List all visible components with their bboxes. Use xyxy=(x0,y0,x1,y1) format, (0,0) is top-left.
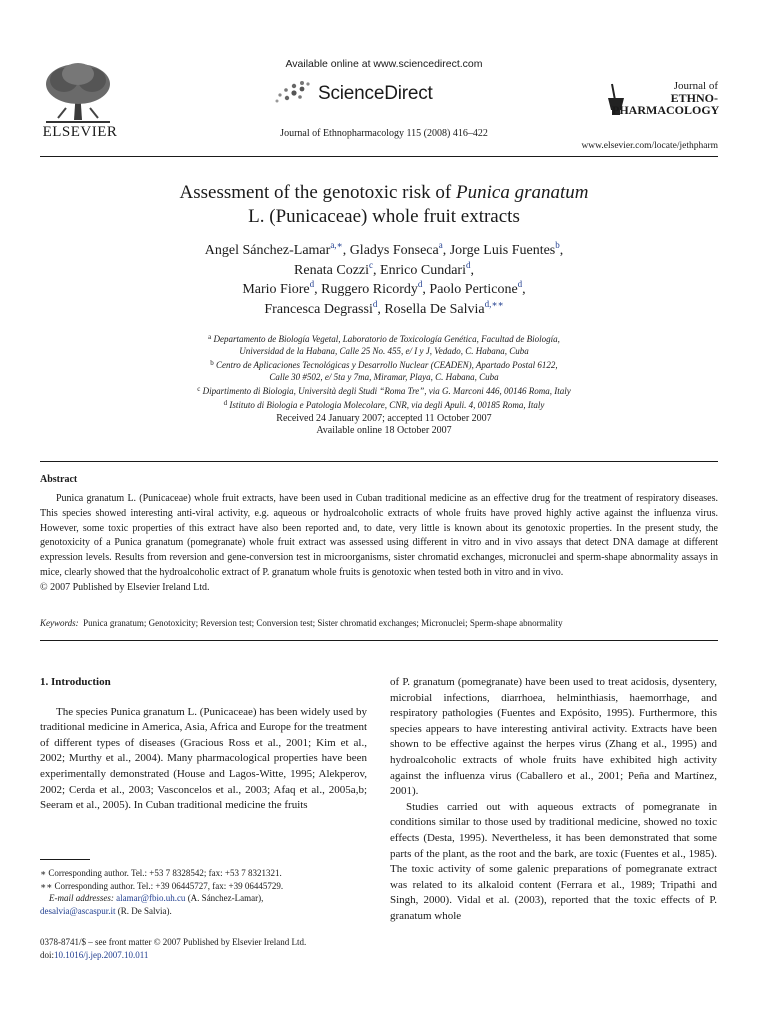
author-affil-mark[interactable]: d,∗∗ xyxy=(484,298,504,309)
author-name: Ruggero Ricordy xyxy=(321,282,418,297)
author-name: Renata Cozzi xyxy=(294,262,370,278)
doi-link[interactable]: 10.1016/j.jep.2007.10.011 xyxy=(54,950,149,960)
keywords xyxy=(40,618,718,628)
footnote-rule xyxy=(40,859,90,860)
title-line1-text: Assessment of the genotoxic risk of xyxy=(179,182,457,203)
keywords-list: Punica granatum; Genotoxicity; Reversion test; Conversion test; Sister chromatid exchanges; Micronuclei; Sperm-shape abnormality xyxy=(83,618,563,628)
journal-logo-title xyxy=(612,80,718,116)
article-dates xyxy=(0,413,768,437)
footnote-2: ∗∗ Corresponding author. Tel.: +39 06445727, fax: +39 06445729. xyxy=(40,880,284,891)
affiliation-a-line2: Universidad de la Habana, Calle 25 No. 455, e/ I y J, Vedado, C. Habana, Cuba xyxy=(239,346,529,356)
email-link-2[interactable]: desalvia@ascaspur.it xyxy=(40,905,116,916)
author-affil-mark[interactable]: d xyxy=(465,259,471,270)
abstract-paragraph: Punica granatum L. (Punicaceae) whole fruit extracts, have been used in Cuban traditional medicine as an effective drug for the treatment of respiratory diseases. This species showed interesting anti-viral activity, e.g. aqueous or hydroalcoholic extracts of whole fruits have proved highly active against the influenza virus. However, some toxic properties of this extract have also been reported and, to date, very little is known about its genotoxic properties. In the present study, the genotoxicity of a Punica granatum (pomegranate) whole fruit extract was assessed using different in vitro and in vivo assays that detect DNA damage at different expression levels. Results from reversion and gene-conversion test in microorganisms, sister chromatid exchanges, micronuclei and sperm-shape abnormality assays in mice, clearly showed that the hydroalcoholic extract of P. granatum whole fruits is genotoxic when tested both in vitro and in vivo. xyxy=(40,493,718,578)
online-date: Available online 18 October 2007 xyxy=(316,425,452,436)
footnote-1: ∗ Corresponding author. Tel.: +53 7 8328542; fax: +53 7 8321321. xyxy=(40,868,282,878)
footnote-emails xyxy=(40,892,367,905)
abstract-copyright: © 2007 Published by Elsevier Ireland Ltd. xyxy=(40,581,210,593)
affiliation-d: $^d$ Istituto di Biologia e Patologia Molecolare, CNR, via degli Apuli. 4, 00185 Roma, Italy xyxy=(223,399,545,410)
abstract-bottom-rule xyxy=(40,640,718,641)
author-name: Jorge Luis Fuentes xyxy=(449,243,556,258)
author-name: Francesca Degrassi xyxy=(264,301,373,317)
abstract-heading: Abstract xyxy=(40,474,78,485)
journal-logo-line-1: Journal of xyxy=(673,80,718,92)
article-title xyxy=(100,181,668,229)
section-heading-introduction: 1. Introduction xyxy=(40,676,111,688)
doi-line xyxy=(40,949,440,962)
author-list: Angel Sánchez-Lamar$^{a,∗}$, Gladys Fonseca$^a$, Jorge Luis Fuentes$^b$, Renata Cozzi$^c$, Enrico Cundari$^d$, Mario Fiore$^d$, Ruggero Ricordy$^d$, Paolo Perticone$^d$, Francesca Degrassi$^d$, Rosella De Salvia$^{d,∗∗}$ xyxy=(204,240,564,317)
intro-paragraph-1-cont: of P. granatum (pomegranate) have been used to treat acidosis, dysentery, microbial infections, diarrhoea, helminthiasis, haemorrhage, and respiratory pathologies (Fuentes and Expósito, 1995). Furthermore, this species appears to have interesting antiviral activity. Extracts have been shown to be effective against the herpes virus (Zhang et al., 1995) and hydroalcoholic extracts of whole fruits have exhibited high activity against the influenza virus (Caballero et al., 2001; Peña and Martínez, 2001). xyxy=(390,676,717,798)
publisher-name: ELSEVIER xyxy=(42,124,118,140)
email-link-1[interactable]: alamar@fbio.uh.cu xyxy=(116,893,186,903)
intro-paragraph-2: Studies carried out with aqueous extracts of pomegranate in conditions similar to those used by traditional medicine, showed no toxic effects (Desta, 1995). Nevertheless, it has been demonstrated that some parts of the plant, as the root and the bark, are toxic (Fuentes et al., 1985). The toxic activity of some galenic preparations of pomegranate extract was related to its alkaloid content (Ferrara et al., 1989; Tripathi and Singh, 2000). Vidal et al. (2003), reported that the toxic effects of P. granatum whole xyxy=(390,800,717,922)
author-affil-mark[interactable]: d xyxy=(517,279,523,289)
author-name: Mario Fiore xyxy=(242,282,310,297)
front-matter-info xyxy=(40,936,440,962)
right-column xyxy=(390,675,717,925)
abstract-top-rule xyxy=(40,461,718,462)
author-name: Gladys Fonseca xyxy=(349,243,439,258)
author-affil-mark[interactable]: a xyxy=(438,240,443,250)
author-affil-mark[interactable]: a,∗ xyxy=(330,240,343,250)
journal-logo-line-2: ETHNO- xyxy=(670,91,718,105)
email-owner-1: (A. Sánchez-Lamar), xyxy=(187,893,264,903)
abstract-body xyxy=(40,492,718,596)
affiliations xyxy=(150,331,618,411)
email-label: E-mail addresses: xyxy=(49,893,114,903)
intro-paragraph-1: The species Punica granatum L. (Punicaceae) has been widely used by traditional medicine in America, Asia, Africa and Europe for the treatment of different types of diseases (Gracious Ross et al., 2001; Kim et al., 2002; Murthy et al., 2004). Many pharmacological properties have been experimentally demonstrated (House and Lagos-Witte, 1995; Alekperov, 2002; Cerda et al., 2003; Vasconcelos et al., 2003; Afaq et al., 2005a,b; Seeram et al., 2005). In Cuban traditional medicine the fruits xyxy=(40,705,367,812)
author-name: Paolo Perticone xyxy=(429,282,518,297)
sciencedirect-dots-icon xyxy=(272,80,314,104)
author-name: Rosella De Salvia xyxy=(384,301,485,317)
author-affil-mark[interactable]: b xyxy=(555,240,560,250)
author-affil-mark[interactable]: c xyxy=(369,259,374,270)
author-affil-mark[interactable]: d xyxy=(372,298,378,309)
issn-line: 0378-8741/$ – see front matter © 2007 Published by Elsevier Ireland Ltd. xyxy=(40,937,307,947)
title-species: Punica granatum xyxy=(456,182,589,203)
journal-citation: Journal of Ethnopharmacology 115 (2008) 416–422 xyxy=(280,128,488,139)
author-affil-mark[interactable]: d xyxy=(417,279,423,289)
footnotes xyxy=(40,867,367,917)
affiliation-b-line2: Calle 30 #502, e/ 5ta y 7ma, Miramar, Playa, C. Habana, Cuba xyxy=(269,372,499,382)
affiliation-b: $^b$ Centro de Aplicaciones Tecnológicas y Desarrollo Nuclear (CEADEN), Apartado Postal 6122, xyxy=(210,359,558,370)
header-divider xyxy=(40,156,718,157)
author-name: Angel Sánchez-Lamar xyxy=(204,243,331,258)
author-name: Enrico Cundari xyxy=(380,262,466,278)
received-date: Received 24 January 2007; accepted 11 October 2007 xyxy=(276,413,492,424)
footnote-emails-2 xyxy=(40,905,367,918)
journal-url[interactable]: www.elsevier.com/locate/jethpharm xyxy=(581,141,718,151)
sciencedirect-wordmark: ScienceDirect xyxy=(318,83,433,104)
affiliation-a: $^a$ Departamento de Biología Vegetal, Laboratorio de Toxicología Genética, Facultad de Biología, xyxy=(208,333,560,344)
title-line2-text: L. (Punicaceae) whole fruit extracts xyxy=(248,206,520,227)
author-affil-mark[interactable]: d xyxy=(309,279,315,289)
elsevier-tree-logo xyxy=(38,60,118,132)
keywords-label: Keywords: xyxy=(40,618,79,628)
email-owner-2: (R. De Salvia). xyxy=(117,905,172,916)
left-column xyxy=(40,675,367,814)
journal-logo-line-3: PHARMACOLOGY xyxy=(612,103,720,117)
available-online-text: Available online at www.sciencedirect.com xyxy=(285,58,483,70)
affiliation-c: $^c$ Dipartimento di Biologia, Università degli Studi “Roma Tre”, via G. Marconi 446, 00146 Roma, Italy xyxy=(197,385,571,396)
doi-label: doi: xyxy=(40,950,55,960)
